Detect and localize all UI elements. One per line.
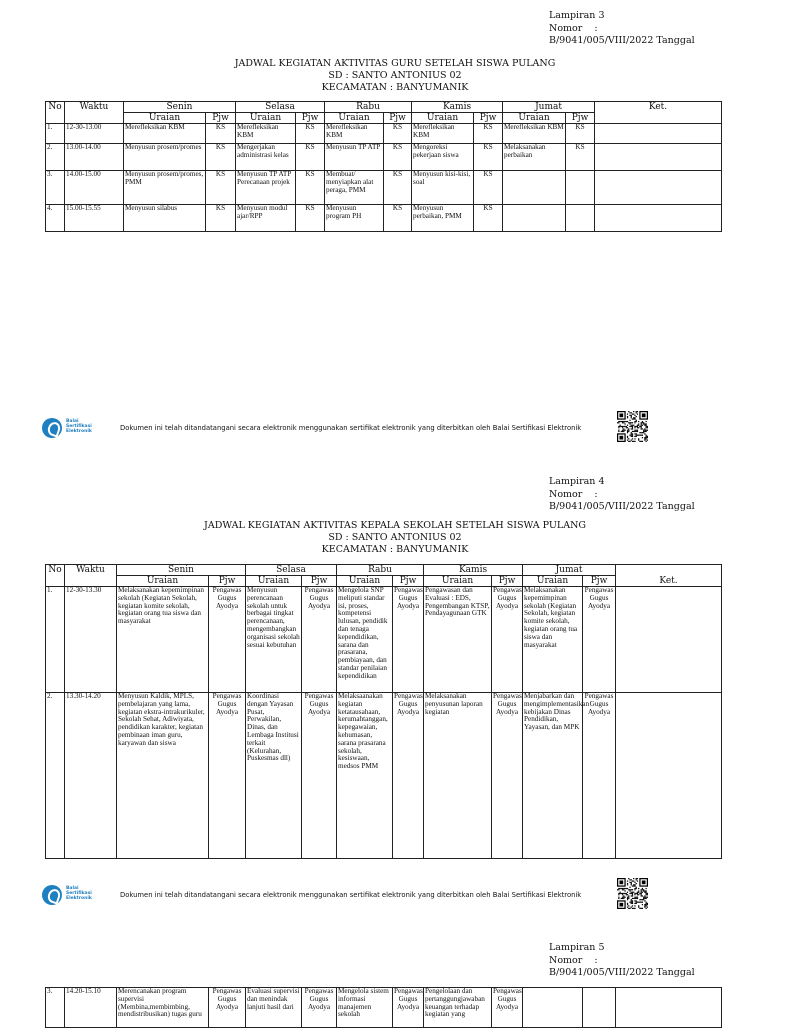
lampiran-3-header: Lampiran 3 Nomor : B/9041/005/VIII/2022 Tanggal xyxy=(549,10,695,46)
cell-uraian: Merefleksikan KBM xyxy=(124,124,206,144)
table-row xyxy=(46,693,722,859)
cell-uraian: Pengawasan dan Evaluasi : EDS, Pengembangan KTSP, Pendayagunaan GTK xyxy=(424,587,492,693)
cell-pjw: KS xyxy=(384,124,412,144)
cell-uraian: Menyusun prosem/promes, PMM xyxy=(124,171,206,205)
cell-pjw: KS xyxy=(566,124,595,144)
cell-waktu: 13.00-14.00 xyxy=(65,144,124,171)
subheader-uraian: Uraian xyxy=(424,576,492,587)
cell-uraian: Mengelola sistem informasi manajemen sekolah xyxy=(337,988,393,1028)
header-jumat: Jumat xyxy=(523,565,616,576)
cell-uraian xyxy=(523,988,583,1028)
cell-uraian: Melaksanakan kepemimpinan sekolah (Kegiatan Sekolah, kegiatan komite sekolah, kegiatan orang tua siswa dan masyarakat xyxy=(523,587,583,693)
schedule-title-kepsek: JADWAL KEGIATAN AKTIVITAS KEPALA SEKOLAH SETELAH SISWA PULANG xyxy=(204,520,586,531)
cell-uraian: Membuat/ menyiapkan alat peraga, PMM xyxy=(325,171,384,205)
subheader-uraian: Uraian xyxy=(523,576,583,587)
cell-pjw: KS xyxy=(474,205,503,232)
subheader-pjw: Pjw xyxy=(296,113,325,124)
header-jumat: Jumat xyxy=(503,102,595,113)
subheader-pjw: Pjw xyxy=(384,113,412,124)
cell-uraian: Merefleksikan KBM xyxy=(325,124,384,144)
subheader-uraian: Uraian xyxy=(325,113,384,124)
lampiran-4-header: Lampiran 4 Nomor : B/9041/005/VIII/2022 Tanggal xyxy=(549,476,695,512)
subheader-pjw: Pjw xyxy=(492,576,523,587)
cell-ket xyxy=(595,144,722,171)
cell-uraian: Evaluasi supervisi dan menindak lanjuti hasil dari xyxy=(246,988,302,1028)
school-name: SD : SANTO ANTONIUS 02 xyxy=(328,70,462,81)
qr-code-icon xyxy=(617,878,648,909)
cell-pjw: Pengawas Gugus Ayodya xyxy=(393,693,424,859)
cell-pjw: Pengawas Gugus Ayodya xyxy=(583,587,616,693)
cell-pjw: KS xyxy=(384,171,412,205)
bsre-logo-text: Balai Sertifikasi Elektronik xyxy=(66,419,92,434)
cell-no: 1. xyxy=(46,587,65,693)
cell-ket xyxy=(616,693,722,859)
bsre-logo-icon xyxy=(42,418,62,438)
esign-footer xyxy=(0,411,768,451)
cell-pjw: Pengawas Gugus Ayodya xyxy=(393,587,424,693)
cell-pjw: KS xyxy=(296,124,325,144)
cell-uraian: Menjabarkan dan mengimplementasikan kebijakan Dinas Pendidikan, Yayasan, dan MPK xyxy=(523,693,583,859)
cell-uraian: Menyusun silabus xyxy=(124,205,206,232)
cell-uraian xyxy=(503,171,566,205)
cell-uraian: Menyusun Kaldik, MPLS, pembelajaran yang lama, kegiatan ekstra-intrakurikuler, Sekolah Sehat, Adiwiyata, pendidikan karakter, kegiatan pembinaan iman guru, karyawan dan siswa xyxy=(117,693,209,859)
cell-uraian: Menyusun perencanaan sekolah untuk berbagai tingkat perencanaan, mengembangkan organisasi sekolah sesuai kebutuhan xyxy=(246,587,302,693)
cell-waktu: 15.00-15.55 xyxy=(65,205,124,232)
subheader-pjw: Pjw xyxy=(566,113,595,124)
cell-pjw: Pengawas Gugus Ayodya xyxy=(302,988,337,1028)
cell-uraian: Mengoreksi pekerjaan siswa xyxy=(412,144,474,171)
cell-pjw: KS xyxy=(296,205,325,232)
principal-schedule-continued-table xyxy=(45,987,722,1028)
lampiran-5-header: Lampiran 5 Nomor : B/9041/005/VIII/2022 Tanggal xyxy=(549,942,695,978)
subheader-uraian: Uraian xyxy=(503,113,566,124)
subheader-pjw: Pjw xyxy=(209,576,246,587)
cell-waktu: 12-30-13.00 xyxy=(65,124,124,144)
cell-pjw: Pengawas Gugus Ayodya xyxy=(302,693,337,859)
subheader-uraian: Uraian xyxy=(236,113,296,124)
teacher-schedule-body xyxy=(46,124,722,232)
table-row xyxy=(46,144,722,171)
cell-uraian xyxy=(503,205,566,232)
district-name: KECAMATAN : BANYUMANIK xyxy=(321,82,469,93)
cell-no: 3. xyxy=(46,988,65,1028)
cell-uraian: Koordinasi dengan Yayasan Pusat, Perwakilan, Dinas, dan Lembaga Institusi terkait (Kelurahan, Puskesmas dll) xyxy=(246,693,302,859)
cell-pjw: KS xyxy=(474,144,503,171)
cell-pjw: Pengawas Gugus Ayodya xyxy=(583,693,616,859)
cell-uraian: Menyusun modul ajar/RPP xyxy=(236,205,296,232)
subheader-uraian: Uraian xyxy=(246,576,302,587)
district-name: KECAMATAN : BANYUMANIK xyxy=(321,544,469,555)
cell-pjw: Pengawas Gugus Ayodya xyxy=(492,587,523,693)
table-row xyxy=(46,171,722,205)
header-no: No xyxy=(46,565,65,587)
bsre-logo-text: Balai Sertifikasi Elektronik xyxy=(66,886,92,901)
subheader-pjw: Pjw xyxy=(206,113,236,124)
subheader-uraian: Uraian xyxy=(337,576,393,587)
cell-pjw: KS xyxy=(206,171,236,205)
subheader-pjw: Pjw xyxy=(302,576,337,587)
esign-notice: Dokumen ini telah ditandatangani secara elektronik menggunakan sertifikat elektronik yang diterbitkan oleh Balai Sertifikasi Elektronik xyxy=(120,424,582,432)
qr-code-icon xyxy=(617,411,648,442)
cell-pjw: KS xyxy=(474,124,503,144)
cell-pjw xyxy=(566,171,595,205)
cell-no: 1. xyxy=(46,124,65,144)
subheader-uraian: Uraian xyxy=(117,576,209,587)
school-name: SD : SANTO ANTONIUS 02 xyxy=(328,532,462,543)
teacher-schedule-table xyxy=(45,101,722,232)
header-waktu: Waktu xyxy=(65,102,124,124)
cell-pjw: Pengawas Gugus Ayodya xyxy=(209,988,246,1028)
schedule-title-guru: JADWAL KEGIATAN AKTIVITAS GURU SETELAH SISWA PULANG xyxy=(234,58,556,69)
cell-no: 4. xyxy=(46,205,65,232)
cell-ket xyxy=(616,587,722,693)
header-kamis: Kamis xyxy=(412,102,503,113)
subheader-pjw: Pjw xyxy=(393,576,424,587)
cell-pjw xyxy=(566,205,595,232)
cell-uraian: Menyusun kisi-kisi, soal xyxy=(412,171,474,205)
cell-uraian: Melaksaanakan kegiatan ketatausahaan, kerumahtanggan, kepegawaian, kehumasan, sarana prasarana sekolah, kesiswaan, medsos PMM xyxy=(337,693,393,859)
cell-pjw: KS xyxy=(566,144,595,171)
header-senin: Senin xyxy=(117,565,246,576)
header-selasa: Selasa xyxy=(246,565,337,576)
principal-schedule-body xyxy=(46,587,722,859)
cell-pjw: KS xyxy=(296,171,325,205)
cell-ket xyxy=(595,205,722,232)
esign-notice: Dokumen ini telah ditandatangani secara elektronik menggunakan sertifikat elektronik yang diterbitkan oleh Balai Sertifikasi Elektronik xyxy=(120,891,582,899)
header-no: No xyxy=(46,102,65,124)
cell-uraian: Menyusun TP ATP xyxy=(325,144,384,171)
principal-schedule-continued-body xyxy=(46,988,722,1028)
cell-pjw: KS xyxy=(384,205,412,232)
cell-ket xyxy=(595,171,722,205)
header-kamis: Kamis xyxy=(424,565,523,576)
header-ket: Ket. xyxy=(595,102,722,124)
bsre-logo xyxy=(42,416,102,440)
subheader-uraian: Uraian xyxy=(124,113,206,124)
cell-pjw: KS xyxy=(206,124,236,144)
cell-waktu: 14.00-15.00 xyxy=(65,171,124,205)
table-row xyxy=(46,205,722,232)
cell-uraian: Menyusun program PH xyxy=(325,205,384,232)
subheader-pjw: Pjw xyxy=(583,576,616,587)
header-ket: Ket. xyxy=(616,565,722,587)
cell-uraian: Melaksanakan penyusunan laporan kegiatan xyxy=(424,693,492,859)
cell-pjw xyxy=(583,988,616,1028)
table-row xyxy=(46,124,722,144)
cell-uraian: Merefleksikan KBM xyxy=(503,124,566,144)
table-row xyxy=(46,988,722,1028)
cell-pjw: KS xyxy=(206,144,236,171)
header-rabu: Rabu xyxy=(325,102,412,113)
header-selasa: Selasa xyxy=(236,102,325,113)
cell-no: 2. xyxy=(46,693,65,859)
cell-ket xyxy=(616,988,722,1028)
cell-waktu: 13.30-14.20 xyxy=(65,693,117,859)
cell-uraian: Merencanakan program supervisi (Membina,membimbing, mendistribusikan) tugas guru xyxy=(117,988,209,1028)
cell-uraian: Menyusun perbaikan, PMM xyxy=(412,205,474,232)
cell-pjw: Pengawas Gugus Ayodya xyxy=(492,693,523,859)
cell-no: 2. xyxy=(46,144,65,171)
subheader-uraian: Uraian xyxy=(412,113,474,124)
cell-ket xyxy=(595,124,722,144)
header-waktu: Waktu xyxy=(65,565,117,587)
cell-uraian: Melaksanakan kepemimpinan sekolah (Kegiatan Sekolah, kegiatan komite sekolah, kegiatan orang tua siswa dan masyarakat xyxy=(117,587,209,693)
cell-uraian: Melaksanakan perbaikan xyxy=(503,144,566,171)
bsre-logo xyxy=(42,883,102,907)
cell-pjw: KS xyxy=(474,171,503,205)
cell-no: 3. xyxy=(46,171,65,205)
cell-waktu: 14.20-15.10 xyxy=(65,988,117,1028)
cell-uraian: Mengelola SNP meliputi standar isi, proses, kompetensi lulusan, pendidik dan tenaga kependidikan, sarana dan prasarana, pembiayaan, dan standar penilaian kependidikan xyxy=(337,587,393,693)
esign-footer xyxy=(0,878,768,918)
table-row xyxy=(46,587,722,693)
cell-uraian: Merefleksikan KBM xyxy=(236,124,296,144)
subheader-pjw: Pjw xyxy=(474,113,503,124)
cell-uraian: Menyusun prosem/promes xyxy=(124,144,206,171)
bsre-logo-icon xyxy=(42,885,62,905)
cell-pjw: Pengawas Gugus Ayodya xyxy=(302,587,337,693)
cell-pjw: KS xyxy=(296,144,325,171)
header-senin: Senin xyxy=(124,102,236,113)
header-rabu: Rabu xyxy=(337,565,424,576)
cell-pjw: Pengawas Gugus Ayodya xyxy=(209,693,246,859)
cell-waktu: 12-30-13.30 xyxy=(65,587,117,693)
cell-pjw: KS xyxy=(206,205,236,232)
cell-pjw: KS xyxy=(384,144,412,171)
cell-uraian: Merefleksikan KBM xyxy=(412,124,474,144)
cell-uraian: Mengerjakan administrasi kelas xyxy=(236,144,296,171)
cell-pjw: Pengawas Gugus Ayodya xyxy=(209,587,246,693)
cell-uraian: Pengelolaan dan pertanggungjawaban keuangan terhadap kegiatan yang xyxy=(424,988,492,1028)
principal-schedule-table xyxy=(45,564,722,859)
cell-pjw: Pengawas Gugus Ayodya xyxy=(492,988,523,1028)
cell-uraian: Menyusun TP ATP Perecanaan projek xyxy=(236,171,296,205)
cell-pjw: Pengawas Gugus Ayodya xyxy=(393,988,424,1028)
